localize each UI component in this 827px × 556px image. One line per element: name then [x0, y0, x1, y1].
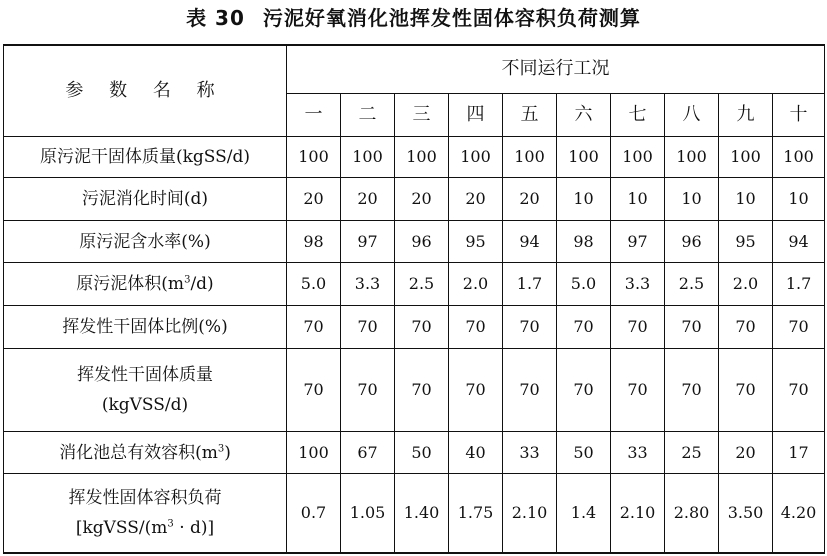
row-label-part: (kgVSS/d): [101, 394, 189, 415]
table-row: [4, 220, 825, 263]
value-cell: 10: [557, 178, 611, 221]
value-cell: 2.0: [719, 263, 773, 306]
row-label-part: [kgVSS/(m: [75, 518, 168, 539]
value-cell: 70: [557, 348, 611, 431]
value-cell: 70: [719, 305, 773, 348]
value-cell: 70: [665, 305, 719, 348]
row-label-part: 挥发性干固体比例(%): [62, 316, 228, 337]
value-cell: 50: [395, 431, 449, 474]
value-cell: 100: [287, 136, 341, 178]
value-cell: 3.50: [719, 474, 773, 553]
value-cell: 100: [449, 136, 503, 178]
value-cell: 5.0: [287, 263, 341, 306]
value-cell: 70: [287, 305, 341, 348]
value-cell: 2.0: [449, 263, 503, 306]
value-cell: 100: [557, 136, 611, 178]
column-header: 三: [395, 93, 449, 136]
value-cell: 70: [395, 305, 449, 348]
value-cell: 17: [773, 431, 825, 474]
table-caption: 污泥好氧消化池挥发性固体容积负荷测算: [262, 6, 641, 30]
row-label-part: ): [224, 442, 231, 463]
data-table: [3, 44, 825, 554]
row-label-part: 3: [217, 442, 225, 454]
row-label-part: 挥发性固体容积负荷: [68, 488, 222, 509]
row-label: [4, 431, 287, 474]
value-cell: 70: [773, 305, 825, 348]
value-cell: 50: [557, 431, 611, 474]
value-cell: 100: [773, 136, 825, 178]
value-cell: 10: [719, 178, 773, 221]
table-title: [0, 4, 827, 32]
value-cell: 20: [287, 178, 341, 221]
value-cell: 70: [449, 348, 503, 431]
value-cell: 1.05: [341, 474, 395, 553]
value-cell: 25: [665, 431, 719, 474]
value-cell: 94: [503, 220, 557, 263]
column-header: 八: [665, 93, 719, 136]
value-cell: 20: [503, 178, 557, 221]
value-cell: 1.4: [557, 474, 611, 553]
value-cell: 98: [287, 220, 341, 263]
column-header: 一: [287, 93, 341, 136]
table-row: [4, 178, 825, 221]
table-row: [4, 305, 825, 348]
value-cell: 95: [449, 220, 503, 263]
value-cell: 70: [503, 305, 557, 348]
value-cell: 98: [557, 220, 611, 263]
row-label: [4, 348, 287, 431]
value-cell: 70: [557, 305, 611, 348]
row-label: [4, 474, 287, 553]
value-cell: 20: [449, 178, 503, 221]
value-cell: 5.0: [557, 263, 611, 306]
value-cell: 96: [395, 220, 449, 263]
value-cell: 100: [503, 136, 557, 178]
row-label-part: · d)]: [173, 518, 215, 539]
row-label-part: 挥发性干固体质量: [77, 364, 213, 385]
param-name-header: 参 数 名 称: [4, 45, 287, 136]
row-label-part: 3: [167, 518, 174, 530]
value-cell: 20: [341, 178, 395, 221]
value-cell: 96: [665, 220, 719, 263]
value-cell: 100: [719, 136, 773, 178]
value-cell: 100: [611, 136, 665, 178]
table-row: [4, 431, 825, 474]
value-cell: 2.5: [665, 263, 719, 306]
row-label: [4, 263, 287, 306]
column-header: 七: [611, 93, 665, 136]
value-cell: 20: [719, 431, 773, 474]
value-cell: 1.75: [449, 474, 503, 553]
table-row: [4, 348, 825, 431]
value-cell: 2.5: [395, 263, 449, 306]
value-cell: 100: [287, 431, 341, 474]
row-label: [4, 178, 287, 221]
value-cell: 10: [611, 178, 665, 221]
value-cell: 70: [341, 348, 395, 431]
value-cell: 97: [611, 220, 665, 263]
value-cell: 70: [503, 348, 557, 431]
value-cell: 70: [287, 348, 341, 431]
value-cell: 2.80: [665, 474, 719, 553]
row-label: [4, 305, 287, 348]
table-body: [4, 136, 825, 553]
value-cell: 0.7: [287, 474, 341, 553]
value-cell: 1.7: [773, 263, 825, 306]
row-label: [4, 136, 287, 178]
conditions-header: 不同运行工况: [287, 45, 825, 93]
value-cell: 20: [395, 178, 449, 221]
table-row: [4, 263, 825, 306]
value-cell: 70: [611, 305, 665, 348]
table-row: [4, 136, 825, 178]
value-cell: 3.3: [611, 263, 665, 306]
value-cell: 2.10: [503, 474, 557, 553]
value-cell: 3.3: [341, 263, 395, 306]
value-cell: 70: [449, 305, 503, 348]
value-cell: 97: [341, 220, 395, 263]
row-label-line2: [4, 513, 286, 543]
value-cell: 70: [611, 348, 665, 431]
value-cell: 70: [773, 348, 825, 431]
value-cell: 10: [665, 178, 719, 221]
value-cell: 95: [719, 220, 773, 263]
row-label-part: 原污泥含水率(%): [79, 231, 211, 252]
value-cell: 100: [395, 136, 449, 178]
table-number: 表 30: [186, 6, 245, 30]
value-cell: 1.40: [395, 474, 449, 553]
column-header: 五: [503, 93, 557, 136]
value-cell: 10: [773, 178, 825, 221]
row-label-part: 3: [184, 274, 191, 286]
value-cell: 4.20: [773, 474, 825, 553]
table-row: [4, 474, 825, 553]
value-cell: 100: [665, 136, 719, 178]
value-cell: 33: [503, 431, 557, 474]
value-cell: 70: [395, 348, 449, 431]
value-cell: 33: [611, 431, 665, 474]
column-header: 四: [449, 93, 503, 136]
value-cell: 94: [773, 220, 825, 263]
row-label-part: 消化池总有效容积(m: [59, 442, 218, 463]
column-header: 二: [341, 93, 395, 136]
row-label: [4, 220, 287, 263]
value-cell: 100: [341, 136, 395, 178]
value-cell: 67: [341, 431, 395, 474]
column-header: 九: [719, 93, 773, 136]
row-label-part: /d): [190, 274, 214, 295]
row-label-part: 原污泥体积(m: [76, 274, 185, 295]
value-cell: 70: [719, 348, 773, 431]
value-cell: 70: [665, 348, 719, 431]
value-cell: 70: [341, 305, 395, 348]
column-header: 六: [557, 93, 611, 136]
row-label-part: 污泥消化时间(d): [81, 188, 209, 209]
column-header: 十: [773, 93, 825, 136]
value-cell: 2.10: [611, 474, 665, 553]
row-label-part: 原污泥干固体质量(kgSS/d): [39, 146, 251, 167]
value-cell: 1.7: [503, 263, 557, 306]
value-cell: 40: [449, 431, 503, 474]
